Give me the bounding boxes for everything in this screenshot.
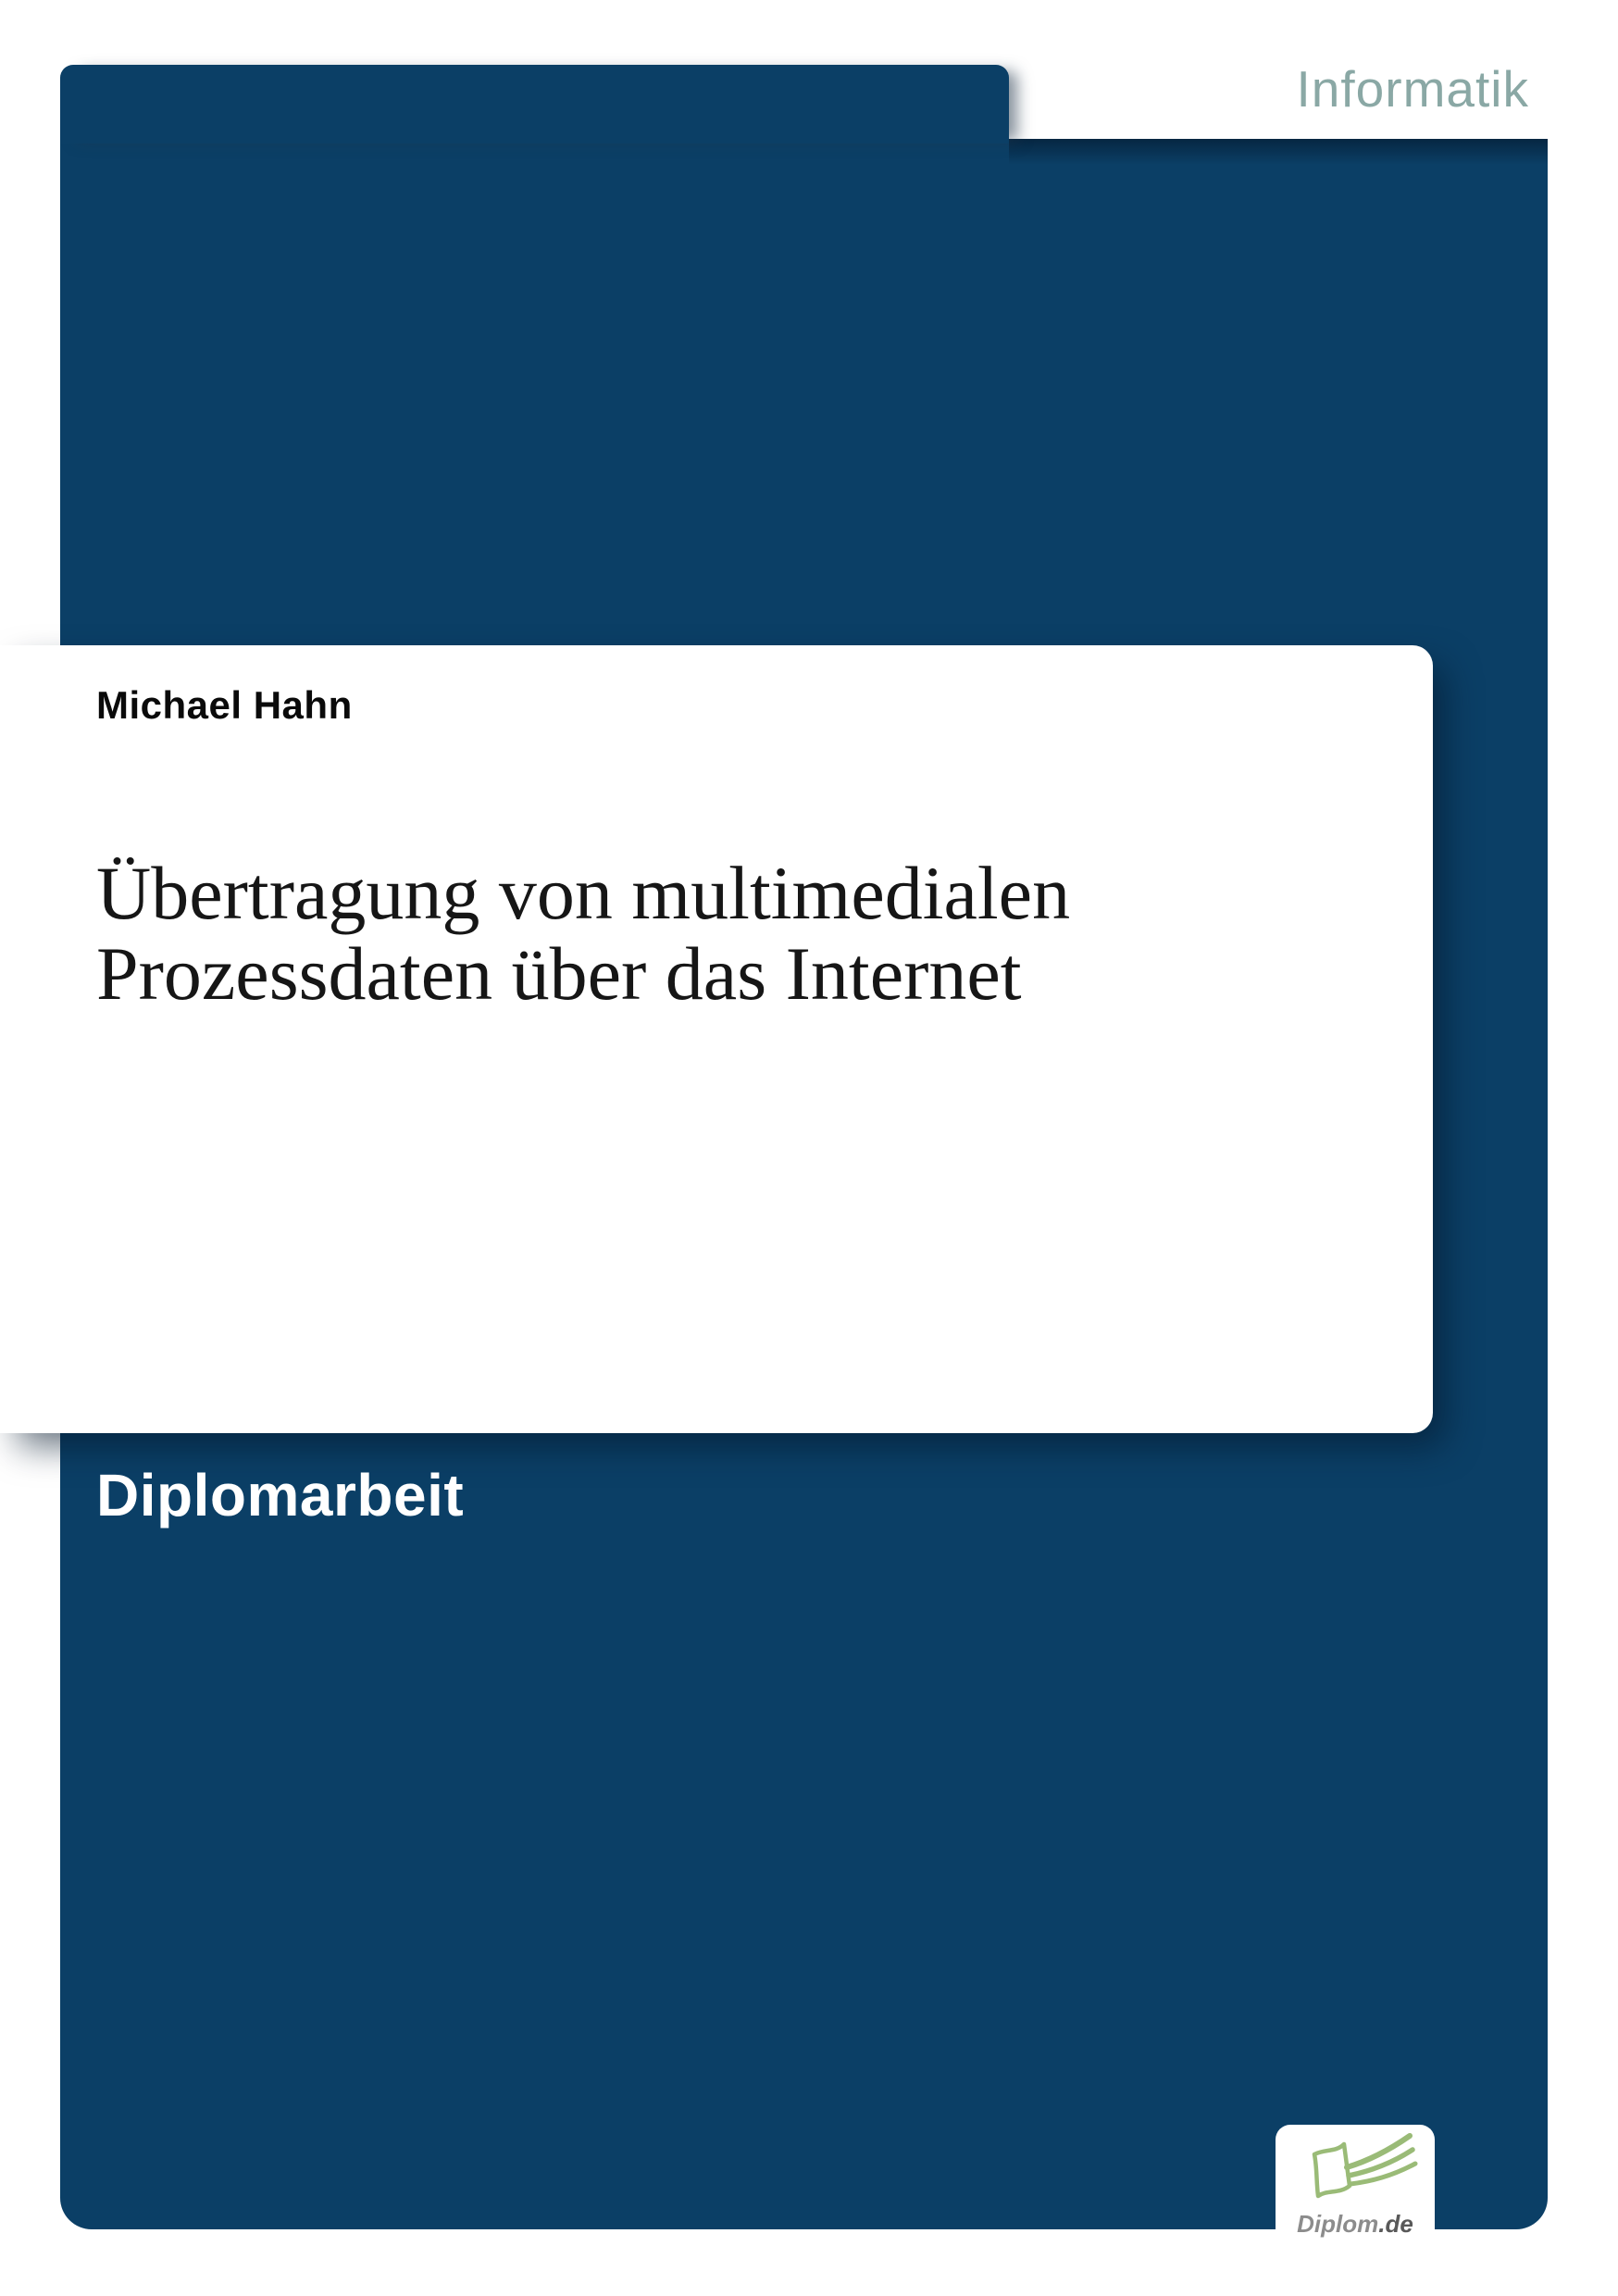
publisher-logo-text: [1297, 2210, 1413, 2239]
document-type-label: Diplomarbeit: [96, 1462, 465, 1529]
cover-blue-top-strip: [60, 65, 1009, 144]
book-title: [96, 851, 1300, 1017]
book-title-line-2: Prozessdaten über das Internet: [96, 931, 1022, 1017]
author-name: Michael Hahn: [96, 683, 353, 727]
publisher-tld: .de: [1378, 2210, 1413, 2238]
publisher-logo-box: [1276, 2125, 1435, 2259]
title-card: [0, 645, 1433, 1433]
category-label: Informatik: [1296, 60, 1529, 118]
book-pages-swoosh-icon: [1291, 2130, 1419, 2208]
book-title-line-1: Übertragung von multimedialen: [96, 851, 1071, 936]
notch-bottom-shadow: [1009, 139, 1548, 165]
publisher-brand: Diplom: [1297, 2210, 1379, 2238]
